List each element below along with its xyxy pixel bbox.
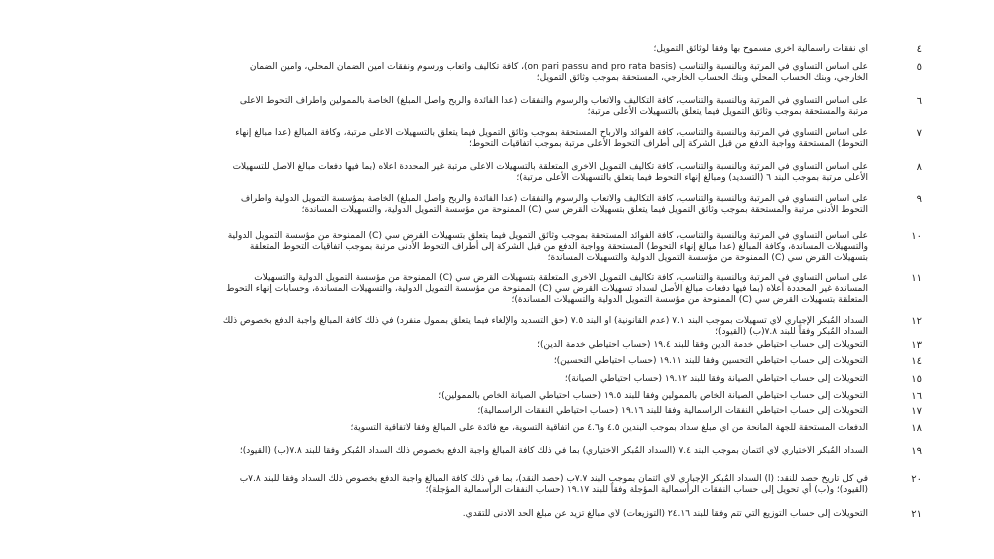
clause-16 [222,391,922,403]
clause-21 [222,509,922,521]
clause-text: في كل تاريخ حصد للنقد: (أ) السداد المُبكر الإجباري لأي ائتمان بموجب البند ٧.٧ب (حصد النقد)، بما في ذلك كافة المبالغ واجبة الدفع بخصوص ذلك السداد وفقاً للبند ٧.٨ب (القيود)؛ و(ب) أي تحويل إلى حساب النفقات الرأسمالية المؤجلة وفقاً للبند ١٩.١٧ (حساب النفقات الرأسمالية المؤجلة)؛ [239,474,868,495]
clause-7 [222,128,922,162]
clause-number: ٩ [916,194,922,205]
clause-9 [222,194,922,228]
clause-number: ٥ [916,62,922,73]
clause-13 [222,340,922,352]
clause-text: التحويلات إلى حساب احتياطي الصيانة الخاص بالممولين وفقاً للبند ١٩.٥ (حساب احتياطي الصيانة الخاص بالممولين)؛ [438,391,868,401]
clause-number: ١٩ [911,446,922,457]
clause-number: ١٢ [911,316,922,327]
clause-20 [222,474,922,508]
clause-text: الدفعات المستحقة للجهة المانحة من أي مبلغ سداد بموجب البندين ٤.٥ و٤.٦ من اتفاقية التسوية، مع فائدة على المبالغ وفقاً لاتفاقية التسوية؛ [350,423,868,433]
clause-text: السداد المُبكر الاختياري لأي ائتمان بموجب البند ٧.٤ (السداد المُبكر الاختياري) بما في ذلك كافة المبالغ واجبة الدفع بخصوص ذلك السداد المُبكر وفقاً للبند ٧.٨(ب) (القيود)؛ [239,446,868,456]
clause-text: على أساس التساوي في المرتبة وبالنسبة والتناسب، كافة التكاليف والأتعاب والرسوم والنفقات (عدا الفائدة والربح وأصل المبلغ) الخاصة بمؤسسة التمويل الدولية وأطراف التحوط الأدنى مرتبة والمستحقة بموجب وثائق التمويل فيما يتعلق بتسهيلات القرض سي (C) الممنوحة من مؤسسة التمويل الدولية، والتسهيلات المساندة؛ [240,194,868,215]
clause-number: ١٦ [911,391,922,402]
clause-17 [222,406,922,418]
clause-4 [222,44,922,56]
clause-5 [222,62,922,96]
clause-text: التحويلات إلى حساب احتياطي الصيانة وفقاً للبند ١٩.١٢ (حساب احتياطي الصيانة)؛ [564,374,868,384]
clause-18 [222,423,922,446]
clause-number: ٢٠ [911,474,922,485]
clause-text: على أساس التساوي في المرتبة وبالنسبة والتناسب، كافة تكاليف التمويل الأخرى المتعلقة بالتسهيلات الأعلى مرتبة غير المحددة أعلاه (بما فيها دفعات مبالغ الأصل للتسهيلات الأعلى مرتبة بموجب البند ٦ (التسديد) ومبالغ إنهاء التحوط فيما يتعلق بالتسهيلات الأعلى مرتبة)؛ [232,162,868,183]
clause-number: ٨ [916,162,922,173]
clause-number: ٧ [916,128,922,139]
clause-number: ١٠ [911,231,922,242]
clause-10 [222,231,922,276]
clause-text: على أساس التساوي في المرتبة وبالنسبة والتناسب، كافة التكاليف والأتعاب والرسوم والنفقات (عدا الفائدة والربح وأصل المبلغ) الخاصة بالممولين وأطراف التحوط الأعلى مرتبة والمستحقة بموجب وثائق التمويل فيما يتعلق بالتسهيلات الأعلى مرتبة؛ [239,96,868,117]
clause-text: على أساس التساوي في المرتبة وبالنسبة والتناسب، كافة تكاليف التمويل الأخرى المتعلقة بتسهيلات القرض سي (C) الممنوحة من مؤسسة التمويل الدولية والتسهيلات المساندة غير المحددة أعلاه (بما فيها دفعات مبالغ الأصل لسداد تسهيلات القرض سي (C) الممنوحة من مؤسسة التمويل الدولية، والتسهيلات المساندة، وحسابات إنهاء التحوط المتعلقة بتسهيلات القرض سي (C) الممنوحة من مؤسسة التمويل الدولية والتسهيلات المساندة)؛ [226,273,868,305]
clause-6 [222,96,922,130]
clause-text: السداد المُبكر الإجباري لأي تسهيلات بموجب البند ٧.١ (عدم القانونية) أو البند ٧.٥ (حق التسديد والإلغاء فيما يتعلق بممول منفرد) في ذلك كافة المبالغ واجبة الدفع بخصوص ذلك السداد المُبكر وفقاً للبند ٧.٨(ب) (القيود)؛ [222,316,868,337]
clause-number: ١٧ [911,406,922,417]
clause-text: التحويلات إلى حساب احتياطي خدمة الدين وفقاً للبند ١٩.٤ (حساب احتياطي خدمة الدين)؛ [537,340,868,350]
clause-12 [222,316,922,339]
clause-number: ٢١ [911,509,922,520]
clause-number: ١٤ [911,356,922,367]
clause-number: ١٣ [911,340,922,351]
clause-number: ١٨ [911,423,922,434]
clause-14 [222,356,922,368]
clause-number: ١٥ [911,374,922,385]
clause-text: أي نفقات رأسمالية أخرى مسموح بها وفقاً لوثائق التمويل؛ [653,44,868,54]
clause-text: على أساس التساوي في المرتبة وبالنسبة والتناسب (on pari passu and pro rata basis)، كافة تكاليف وأتعاب ورسوم ونفقات أمين الضمان المحلي، وأمين الضمان الخارجي، وبنك الحساب المحلي وبنك الحساب الخارجي، المستحقة بموجب وثائق التمويل؛ [249,62,868,83]
clause-text: على أساس التساوي في المرتبة وبالنسبة والتناسب، كافة الفوائد والأرباح المستحقة بموجب وثائق التمويل فيما يتعلق بالتسهيلات الأعلى مرتبة، وكافة المبالغ (عدا مبالغ إنهاء التحوط) المستحقة وواجبة الدفع من قبل الشركة إلى أطراف التحوط الأعلى مرتبة بموجب اتفاقيات التحوط؛ [235,128,868,149]
clause-number: ١١ [911,273,922,284]
clause-19 [222,446,922,469]
clause-number: ٤ [916,44,922,55]
clause-text: على أساس التساوي في المرتبة وبالنسبة والتناسب، كافة الفوائد المستحقة بموجب وثائق التمويل فيما يتعلق بتسهيلات القرض سي (C) الممنوحة من مؤسسة التمويل الدولية والتسهيلات المساندة، وكافة المبالغ (عدا مبالغ إنهاء التحوط) المستحقة وواجبة الدفع من قبل الشركة إلى أطراف التحوط الأدنى مرتبة بموجب اتفاقيات التحوط المتعلقة بتسهيلات القرض سي (C) الممنوحة من مؤسسة التمويل الدولية والتسهيلات المساندة؛ [227,231,868,263]
clause-11 [222,273,922,318]
clause-number: ٦ [916,96,922,107]
clause-15 [222,374,922,386]
clause-text: التحويلات إلى حساب احتياطي التحسين وفقاً للبند ١٩.١١ (حساب احتياطي التحسين)؛ [553,356,868,366]
clause-text: التحويلات إلى حساب التوزيع التي تتم وفقاً للبند ٢٤.١٦ (التوزيعات) لأي مبالغ تزيد عن مبلغ الحد الأدنى للتقدي. [462,509,868,519]
clause-8 [222,162,922,196]
clause-text: التحويلات إلى حساب احتياطي النفقات الرأسمالية وفقاً للبند ١٩.١٦ (حساب احتياطي النفقات الرأسمالية)؛ [477,406,868,416]
